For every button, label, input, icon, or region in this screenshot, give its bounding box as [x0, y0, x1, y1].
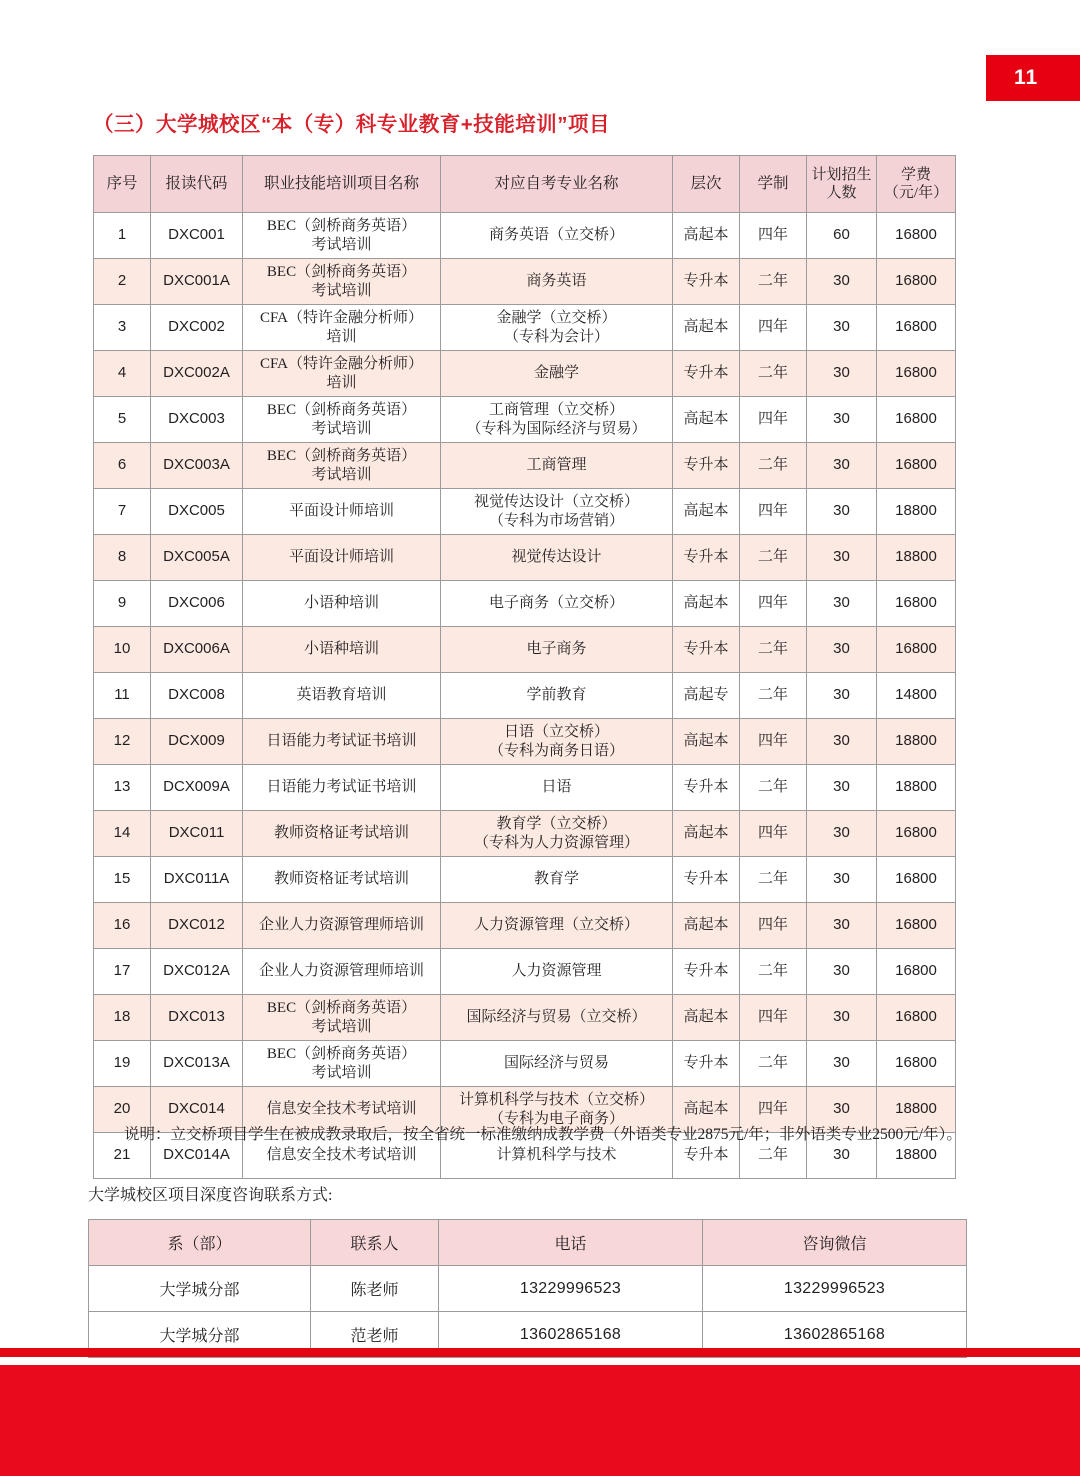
cell-level: 高起本: [673, 903, 740, 949]
page-number-badge: [986, 55, 1080, 101]
cell-project-name: [243, 443, 441, 489]
cell-level: 专升本: [673, 857, 740, 903]
table-row: [94, 765, 956, 811]
table-row: [94, 213, 956, 259]
cell-code: DXC003A: [151, 443, 243, 489]
cell-major-name: [441, 351, 673, 397]
cell-line-1: 小语种培训: [303, 641, 379, 658]
cell-level: 专升本: [673, 765, 740, 811]
cell-plan-count: 30: [807, 489, 877, 535]
cell-sequence: 1: [94, 213, 151, 259]
cell-level: 专升本: [673, 1133, 740, 1179]
cell-system: 四年: [740, 995, 807, 1041]
cell-fee: 16800: [877, 811, 956, 857]
cell-major-name: [441, 949, 673, 995]
cell-major-name: [441, 765, 673, 811]
cell-line-1: 学前教育: [526, 687, 587, 704]
cell-project-name: [243, 995, 441, 1041]
cell-line-2: 考试培训: [311, 236, 372, 253]
table-row: [94, 397, 956, 443]
cell-project-name: [243, 489, 441, 535]
cell-wechat: 13602865168: [703, 1312, 967, 1358]
cell-line-1: BEC（剑桥商务英语）: [266, 264, 417, 281]
cell-system: 二年: [740, 351, 807, 397]
cell-system: 四年: [740, 489, 807, 535]
cell-code: DXC008: [151, 673, 243, 719]
cell-wechat: 13229996523: [703, 1266, 967, 1312]
cell-sequence: 18: [94, 995, 151, 1041]
cell-system: 四年: [740, 1087, 807, 1133]
cell-line-2: （专科为国际经济与贸易）: [466, 420, 647, 437]
note-text: 说明：立交桥项目学生在被成教录取后，按全省统一标准缴纳成教学费（外语类专业2875元/年；非外语类专业2500元/年）。: [124, 1126, 962, 1143]
table-row: [94, 949, 956, 995]
cell-code: DXC005A: [151, 535, 243, 581]
cell-line-2: （专科为会计）: [503, 328, 609, 345]
cell-system: 二年: [740, 1041, 807, 1087]
cell-plan-count: 30: [807, 443, 877, 489]
cell-major-name: [441, 995, 673, 1041]
cell-line-1: 人力资源管理（立交桥）: [473, 917, 639, 934]
cell-line-2: （专科为电子商务）: [488, 1110, 624, 1127]
cell-line-1: 金融学（立交桥）: [496, 310, 617, 327]
cell-code: DXC014: [151, 1087, 243, 1133]
cell-sequence: 19: [94, 1041, 151, 1087]
cell-system: 二年: [740, 443, 807, 489]
cell-code: DXC014A: [151, 1133, 243, 1179]
cell-level: 专升本: [673, 443, 740, 489]
cell-line-1: 计算机科学与技术（立交桥）: [458, 1092, 654, 1109]
cell-line-1: 视觉传达设计（立交桥）: [473, 494, 639, 511]
cell-sequence: 16: [94, 903, 151, 949]
cell-code: DXC012A: [151, 949, 243, 995]
cell-line-2: 考试培训: [311, 1018, 372, 1035]
cell-major-name: [441, 213, 673, 259]
cell-system: 二年: [740, 259, 807, 305]
cell-line-2: 考试培训: [311, 282, 372, 299]
cell-plan-count: 30: [807, 397, 877, 443]
cell-system: 二年: [740, 535, 807, 581]
cell-fee: 18800: [877, 489, 956, 535]
cell-sequence: 17: [94, 949, 151, 995]
cell-project-name: [243, 811, 441, 857]
cell-fee: 14800: [877, 673, 956, 719]
cell-major-name: [441, 903, 673, 949]
cell-line-1: 教育学（立交桥）: [496, 816, 617, 833]
cell-plan-count: 30: [807, 259, 877, 305]
cell-sequence: 3: [94, 305, 151, 351]
table-row: [94, 857, 956, 903]
contact-col-header-tel: 电话: [439, 1220, 703, 1266]
cell-system: 二年: [740, 627, 807, 673]
cell-plan-count: 30: [807, 673, 877, 719]
cell-system: 二年: [740, 765, 807, 811]
cell-plan-count: 30: [807, 903, 877, 949]
cell-fee: 16800: [877, 443, 956, 489]
cell-line-1: 信息安全技术考试培训: [266, 1147, 417, 1164]
contact-table-container: [88, 1219, 966, 1358]
cell-line-2: 考试培训: [311, 420, 372, 437]
table-row: [94, 535, 956, 581]
cell-line-1: 信息安全技术考试培训: [266, 1101, 417, 1118]
cell-project-name: [243, 259, 441, 305]
contact-col-header-dept: 系（部）: [89, 1220, 311, 1266]
cell-plan-count: 30: [807, 949, 877, 995]
programs-header-row: [94, 156, 956, 213]
cell-line-2: （专科为人力资源管理）: [473, 834, 639, 851]
cell-project-name: [243, 765, 441, 811]
cell-line-1: 英语教育培训: [296, 687, 387, 704]
cell-major-name: [441, 397, 673, 443]
cell-line-1: 日语能力考试证书培训: [266, 733, 417, 750]
contact-col-header-wechat: 咨询微信: [703, 1220, 967, 1266]
cell-sequence: 8: [94, 535, 151, 581]
cell-fee: 18800: [877, 719, 956, 765]
cell-project-name: [243, 213, 441, 259]
cell-code: DXC013: [151, 995, 243, 1041]
cell-fee: 16800: [877, 903, 956, 949]
cell-plan-count: 30: [807, 627, 877, 673]
cell-level: 高起本: [673, 305, 740, 351]
cell-plan-count: 30: [807, 351, 877, 397]
cell-line-1: CFA（特许金融分析师）: [259, 356, 424, 373]
cell-sequence: 10: [94, 627, 151, 673]
cell-sequence: 4: [94, 351, 151, 397]
table-row: [94, 673, 956, 719]
cell-sequence: 15: [94, 857, 151, 903]
table-row: [94, 351, 956, 397]
cell-line-1: 商务英语（立交桥）: [488, 227, 624, 244]
cell-major-name: [441, 719, 673, 765]
cell-line-1: BEC（剑桥商务英语）: [266, 218, 417, 235]
cell-system: 四年: [740, 811, 807, 857]
cell-contact-person: 范老师: [311, 1312, 439, 1358]
cell-system: 四年: [740, 719, 807, 765]
table-row: [94, 627, 956, 673]
table-row: [94, 903, 956, 949]
cell-line-1: CFA（特许金融分析师）: [259, 310, 424, 327]
cell-sequence: 21: [94, 1133, 151, 1179]
cell-code: DXC006: [151, 581, 243, 627]
cell-plan-count: 30: [807, 305, 877, 351]
cell-department: 大学城分部: [89, 1312, 311, 1358]
contact-col-header-person: 联系人: [311, 1220, 439, 1266]
programs-table-head: [94, 156, 956, 213]
cell-fee: 16800: [877, 305, 956, 351]
cell-sequence: 5: [94, 397, 151, 443]
cell-telephone: 13229996523: [439, 1266, 703, 1312]
cell-fee: 16800: [877, 581, 956, 627]
cell-line-1: 企业人力资源管理师培训: [258, 917, 424, 934]
cell-fee: 16800: [877, 995, 956, 1041]
cell-project-name: [243, 535, 441, 581]
cell-code: DXC006A: [151, 627, 243, 673]
cell-fee: 18800: [877, 1133, 956, 1179]
cell-line-1: 日语（立交桥）: [503, 724, 609, 741]
cell-level: 高起本: [673, 489, 740, 535]
cell-plan-count: 30: [807, 1087, 877, 1133]
cell-major-name: [441, 259, 673, 305]
cell-line-1: BEC（剑桥商务英语）: [266, 402, 417, 419]
cell-line-1: 工商管理: [526, 457, 587, 474]
cell-sequence: 14: [94, 811, 151, 857]
programs-table-body: [94, 213, 956, 1179]
contact-row: [89, 1266, 967, 1312]
cell-project-name: [243, 857, 441, 903]
cell-line-2: 培训: [326, 328, 357, 345]
cell-line-2: （专科为商务日语）: [488, 742, 624, 759]
cell-major-name: [441, 857, 673, 903]
contact-table-body: [89, 1266, 967, 1358]
cell-line-1: 电子商务（立交桥）: [488, 595, 624, 612]
cell-fee: 18800: [877, 535, 956, 581]
cell-line-1: BEC（剑桥商务英语）: [266, 1046, 417, 1063]
cell-plan-count: 60: [807, 213, 877, 259]
cell-level: 高起本: [673, 213, 740, 259]
cell-fee: 16800: [877, 397, 956, 443]
cell-plan-count: 30: [807, 535, 877, 581]
contact-intro-label: 大学城校区项目深度咨询联系方式:: [88, 1187, 333, 1204]
cell-code: DXC002A: [151, 351, 243, 397]
cell-line-1: BEC（剑桥商务英语）: [266, 448, 417, 465]
cell-line-2: （专科为市场营销）: [488, 512, 624, 529]
cell-plan-count: 30: [807, 765, 877, 811]
cell-department: 大学城分部: [89, 1266, 311, 1312]
cell-code: DCX009A: [151, 765, 243, 811]
cell-code: DXC013A: [151, 1041, 243, 1087]
cell-code: DXC012: [151, 903, 243, 949]
cell-major-name: [441, 811, 673, 857]
cell-line-1: BEC（剑桥商务英语）: [266, 1000, 417, 1017]
cell-code: DXC001: [151, 213, 243, 259]
cell-plan-count: 30: [807, 1133, 877, 1179]
cell-fee: 16800: [877, 949, 956, 995]
cell-system: 四年: [740, 213, 807, 259]
cell-line-1: 教师资格证考试培训: [273, 825, 409, 842]
cell-fee: 16800: [877, 259, 956, 305]
cell-fee: 18800: [877, 765, 956, 811]
cell-sequence: 13: [94, 765, 151, 811]
cell-line-2: 考试培训: [311, 466, 372, 483]
cell-major-name: [441, 1041, 673, 1087]
cell-line-1: 国际经济与贸易（立交桥）: [466, 1009, 647, 1026]
cell-line-1: 平面设计师培训: [288, 549, 394, 566]
cell-sequence: 9: [94, 581, 151, 627]
table-row: [94, 443, 956, 489]
cell-system: 四年: [740, 581, 807, 627]
cell-project-name: [243, 397, 441, 443]
cell-line-1: 平面设计师培训: [288, 503, 394, 520]
cell-line-1: 商务英语: [526, 273, 587, 290]
cell-line-1: 工商管理（立交桥）: [488, 402, 624, 419]
cell-level: 专升本: [673, 351, 740, 397]
cell-line-1: 人力资源管理: [511, 963, 602, 980]
cell-level: 高起本: [673, 811, 740, 857]
contact-table-head: [89, 1220, 967, 1266]
cell-project-name: [243, 305, 441, 351]
cell-system: 二年: [740, 857, 807, 903]
cell-code: DXC011: [151, 811, 243, 857]
cell-fee: 18800: [877, 1087, 956, 1133]
cell-line-2: 考试培训: [311, 1064, 372, 1081]
programs-table-container: [93, 155, 955, 1179]
table-row: [94, 995, 956, 1041]
cell-level: 高起本: [673, 1087, 740, 1133]
cell-system: 二年: [740, 673, 807, 719]
cell-code: DXC005: [151, 489, 243, 535]
contact-header-row: [89, 1220, 967, 1266]
cell-plan-count: 30: [807, 811, 877, 857]
cell-level: 高起专: [673, 673, 740, 719]
cell-level: 高起本: [673, 397, 740, 443]
col-header-seq: 序号: [94, 156, 151, 213]
col-header-project: 职业技能培训项目名称: [243, 156, 441, 213]
cell-plan-count: 30: [807, 995, 877, 1041]
cell-sequence: 12: [94, 719, 151, 765]
col-header-level: 层次: [673, 156, 740, 213]
cell-plan-count: 30: [807, 857, 877, 903]
cell-system: 四年: [740, 305, 807, 351]
programs-table: [93, 155, 956, 1179]
cell-code: DXC011A: [151, 857, 243, 903]
cell-system: 四年: [740, 903, 807, 949]
cell-level: 专升本: [673, 949, 740, 995]
cell-sequence: 11: [94, 673, 151, 719]
cell-major-name: [441, 581, 673, 627]
cell-telephone: 13602865168: [439, 1312, 703, 1358]
cell-line-1: 企业人力资源管理师培训: [258, 963, 424, 980]
cell-level: 专升本: [673, 259, 740, 305]
cell-plan-count: 30: [807, 719, 877, 765]
col-header-major: 对应自考专业名称: [441, 156, 673, 213]
cell-fee: 16800: [877, 351, 956, 397]
cell-major-name: [441, 443, 673, 489]
cell-sequence: 6: [94, 443, 151, 489]
cell-sequence: 7: [94, 489, 151, 535]
cell-level: 高起本: [673, 995, 740, 1041]
table-row: [94, 581, 956, 627]
cell-code: DXC002: [151, 305, 243, 351]
table-row: [94, 305, 956, 351]
cell-line-1: 教育学: [533, 871, 579, 888]
cell-major-name: [441, 627, 673, 673]
cell-plan-count: 30: [807, 1041, 877, 1087]
footer-thick-bar: [0, 1365, 1080, 1476]
contact-table: [88, 1219, 967, 1358]
table-row: [94, 719, 956, 765]
table-row: [94, 259, 956, 305]
table-row: [94, 489, 956, 535]
table-row: [94, 811, 956, 857]
cell-level: 专升本: [673, 627, 740, 673]
cell-major-name: [441, 673, 673, 719]
col-header-fee: 学费 （元/年）: [877, 156, 956, 213]
col-header-plan: 计划招生 人数: [807, 156, 877, 213]
cell-fee: 16800: [877, 213, 956, 259]
cell-plan-count: 30: [807, 581, 877, 627]
cell-project-name: [243, 949, 441, 995]
cell-code: DXC001A: [151, 259, 243, 305]
cell-project-name: [243, 903, 441, 949]
table-row: [94, 1041, 956, 1087]
cell-fee: 16800: [877, 627, 956, 673]
cell-level: 专升本: [673, 1041, 740, 1087]
col-header-code: 报读代码: [151, 156, 243, 213]
cell-project-name: [243, 581, 441, 627]
cell-line-2: 培训: [326, 374, 357, 391]
cell-line-1: 教师资格证考试培训: [273, 871, 409, 888]
cell-sequence: 2: [94, 259, 151, 305]
cell-project-name: [243, 719, 441, 765]
cell-project-name: [243, 351, 441, 397]
cell-level: 高起本: [673, 719, 740, 765]
cell-project-name: [243, 627, 441, 673]
cell-line-1: 视觉传达设计: [511, 549, 602, 566]
cell-line-1: 国际经济与贸易: [503, 1055, 609, 1072]
cell-system: 二年: [740, 949, 807, 995]
footer-thin-bar: [0, 1348, 1080, 1357]
cell-project-name: [243, 673, 441, 719]
cell-contact-person: 陈老师: [311, 1266, 439, 1312]
page-number: 11: [1014, 66, 1039, 89]
cell-line-1: 电子商务: [526, 641, 587, 658]
col-header-system: 学制: [740, 156, 807, 213]
cell-fee: 16800: [877, 1041, 956, 1087]
cell-system: 二年: [740, 1133, 807, 1179]
cell-line-1: 小语种培训: [303, 595, 379, 612]
cell-line-1: 日语: [541, 779, 572, 796]
cell-major-name: [441, 535, 673, 581]
cell-code: DCX009: [151, 719, 243, 765]
cell-line-1: 金融学: [533, 365, 579, 382]
cell-level: 专升本: [673, 535, 740, 581]
cell-level: 高起本: [673, 581, 740, 627]
cell-line-1: 日语能力考试证书培训: [266, 779, 417, 796]
cell-fee: 16800: [877, 857, 956, 903]
page-title: （三）大学城校区“本（专）科专业教育+技能培训”项目: [93, 113, 610, 136]
cell-sequence: 20: [94, 1087, 151, 1133]
cell-major-name: [441, 305, 673, 351]
cell-system: 四年: [740, 397, 807, 443]
cell-code: DXC003: [151, 397, 243, 443]
cell-major-name: [441, 489, 673, 535]
cell-project-name: [243, 1041, 441, 1087]
cell-line-1: 计算机科学与技术: [496, 1147, 617, 1164]
